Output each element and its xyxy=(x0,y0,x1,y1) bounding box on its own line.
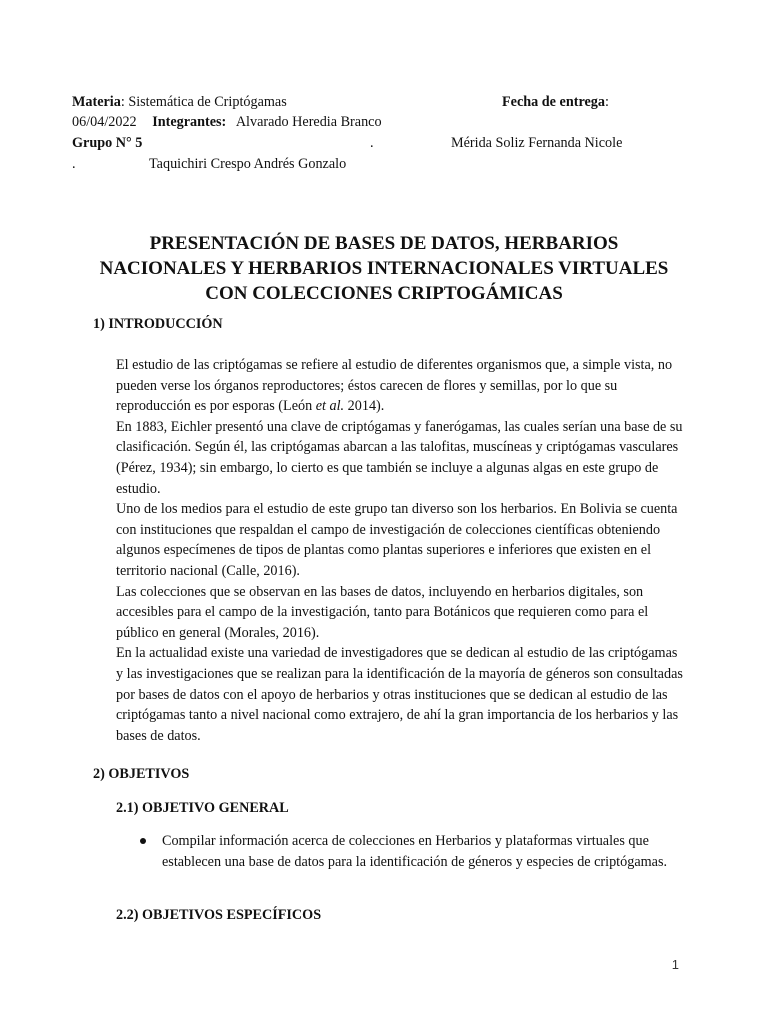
subsection-heading-especificos: 2.2) OBJETIVOS ESPECÍFICOS xyxy=(116,907,322,923)
integrantes-label: Integrantes: xyxy=(152,114,227,130)
title-line: CON COLECCIONES CRIPTOGÁMICAS xyxy=(205,283,563,304)
member-2: Mérida Soliz Fernanda Nicole xyxy=(451,135,623,151)
subsection-heading-general: 2.1) OBJETIVO GENERAL xyxy=(116,800,289,816)
fecha-colon: : xyxy=(604,94,609,110)
title-line: NACIONALES Y HERBARIOS INTERNACIONALES VIRTUALES xyxy=(99,258,669,279)
member-1: Alvarado Heredia Branco xyxy=(235,114,382,130)
materia-label: Materia xyxy=(72,94,121,110)
intro-p1-italic: et al. xyxy=(315,398,345,415)
intro-p1-text: El estudio de las criptógamas se refiere al estudio de diferentes organismos que, a simple vista, no pueden verse los órganos reproductores; éstos carecen de flores y semillas, por lo que su reproducción es por esporas (León xyxy=(116,357,673,415)
objetivo-general-bullet: Compilar información acerca de colecciones en Herbarios y plataformas virtuales que establecen una base de datos para la identificación de géneros y especies de criptógamas. xyxy=(162,833,668,870)
intro-paragraph: Las colecciones que se observan en las bases de datos, incluyendo en herbarios digitales, son accesibles para el campo de la investigación, tanto para Botánicos que requieren como para el público en general (Morales, 2016). xyxy=(116,583,649,641)
intro-p1-end: 2014). xyxy=(344,398,385,415)
member-3: Taquichiri Crespo Andrés Gonzalo xyxy=(149,156,347,172)
bullet-dot-icon xyxy=(140,838,146,844)
intro-paragraph xyxy=(116,355,686,417)
title-line: PRESENTACIÓN DE BASES DE DATOS, HERBARIOS xyxy=(149,233,619,254)
section-heading-objetivos: 2) OBJETIVOS xyxy=(93,766,190,782)
section-heading-introduccion: 1) INTRODUCCIÓN xyxy=(93,316,223,332)
materia-line xyxy=(72,92,287,113)
separator-dot-1: . xyxy=(370,135,374,151)
fecha-line xyxy=(502,92,609,113)
document-title xyxy=(40,231,728,306)
fecha-label: Fecha de entrega xyxy=(502,94,605,110)
page-number: 1 xyxy=(671,957,679,972)
intro-paragraph: Uno de los medios para el estudio de este grupo tan diverso son los herbarios. En Bolivia se cuenta con instituciones que respaldan el campo de investigación de colecciones científicas obteniendo algunos especímenes de tipos de plantas como plantas superiores e inferiores que existen en el territorio nacional (Calle, 2016). xyxy=(116,501,678,579)
intro-body xyxy=(116,355,686,746)
intro-paragraph: En la actualidad existe una variedad de investigadores que se dedican al estudio de las criptógamas y las investigaciones que se realizan para la identificación de la mayoría de géneros son consultadas por bases de datos con el apoyo de herbarios y otras instituciones que se dedican al estudio de las criptógamas tanto a nivel nacional como extrajero, de ahí la gran importancia de los herbarios y las bases de datos. xyxy=(116,645,683,744)
fecha-integrantes-line xyxy=(72,112,382,133)
separator-dot-2: . xyxy=(72,156,76,172)
intro-paragraph: En 1883, Eichler presentó una clave de criptógamas y fanerógamas, las cuales serían una base de su clasificación. Según él, las criptógamas abarcan a las talofitas, muscíneas y criptógamas vasculares (Pérez, 1934); sin embargo, lo cierto es que también se incluye a algunas algas en este grupo de estudio. xyxy=(116,418,683,497)
fecha-value: 06/04/2022 xyxy=(72,114,137,130)
grupo-label: Grupo N° 5 xyxy=(72,135,143,151)
materia-value: : Sistemática de Criptógamas xyxy=(120,94,287,110)
